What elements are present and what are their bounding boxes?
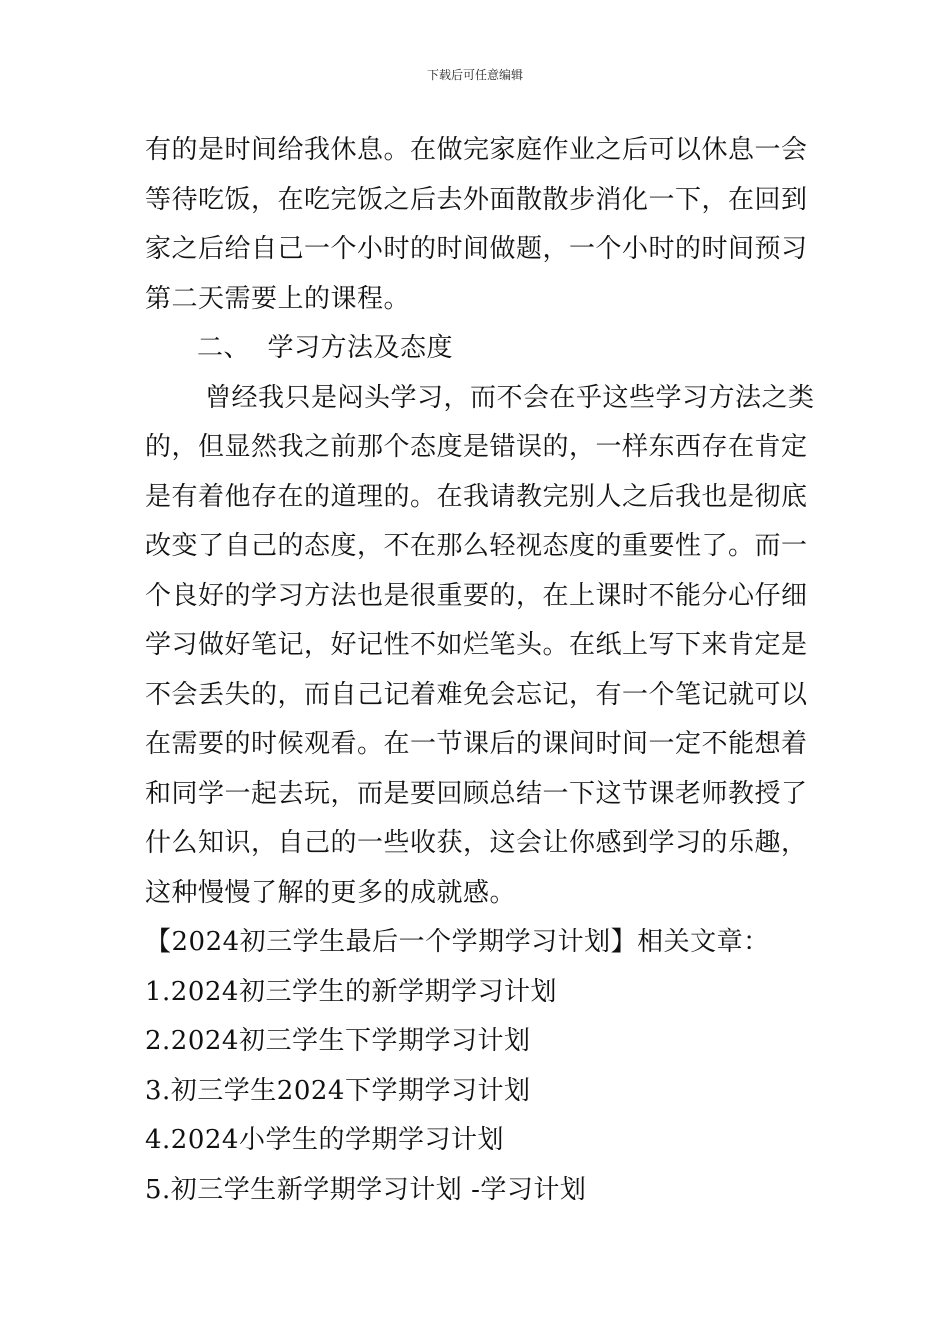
related-articles-title: 【2024初三学生最后一个学期学习计划】相关文章：	[145, 927, 770, 957]
text-line: 第二天需要上的课程。	[145, 283, 411, 314]
text-line: 个良好的学习方法也是很重要的，在上课时不能分心仔细	[145, 580, 808, 611]
text-line: 和同学一起去玩，而是要回顾总结一下这节课老师教授了	[145, 778, 808, 809]
text-line: 这种慢慢了解的更多的成就感。	[145, 877, 517, 908]
text-line: 曾经我只是闷头学习，而不会在乎这些学习方法之类	[205, 382, 815, 413]
text-line: 等待吃饭，在吃完饭之后去外面散散步消化一下，在回到	[145, 184, 808, 215]
related-article-link[interactable]: 4.2024小学生的学期学习计划	[145, 1125, 504, 1155]
page-header-note: 下载后可任意编辑	[426, 68, 523, 82]
section-heading-study-methods: 二、 学习方法及态度	[197, 333, 454, 363]
paragraph-study-methods	[145, 374, 815, 919]
text-line: 家之后给自己一个小时的时间做题，一个小时的时间预习	[145, 234, 808, 264]
related-article-link[interactable]: 2.2024初三学生下学期学习计划	[145, 1026, 531, 1056]
related-article-link[interactable]: 1.2024初三学生的新学期学习计划	[145, 976, 557, 1007]
text-line: 是有着他存在的道理的。在我请教完别人之后我也是彻底	[145, 481, 808, 512]
text-line: 什么知识，自己的一些收获，这会让你感到学习的乐趣，	[145, 828, 808, 858]
text-line: 有的是时间给我休息。在做完家庭作业之后可以休息一会	[145, 135, 808, 165]
related-article-link[interactable]: 5.初三学生新学期学习计划 -学习计划	[145, 1174, 587, 1205]
text-line: 不会丢失的，而自己记着难免会忘记，有一个笔记就可以	[145, 679, 808, 710]
text-line: 学习做好笔记，好记性不如烂笔头。在纸上写下来肯定是	[145, 630, 808, 660]
text-line: 的，但显然我之前那个态度是错误的，一样东西存在肯定	[145, 432, 808, 462]
text-line: 在需要的时候观看。在一节课后的课间时间一定不能想着	[145, 729, 808, 759]
related-article-link[interactable]: 3.初三学生2024下学期学习计划	[145, 1075, 531, 1106]
document-body	[145, 126, 815, 1215]
text-line: 改变了自己的态度，不在那么轻视态度的重要性了。而一	[145, 531, 808, 561]
paragraph-rest-schedule	[145, 126, 810, 324]
